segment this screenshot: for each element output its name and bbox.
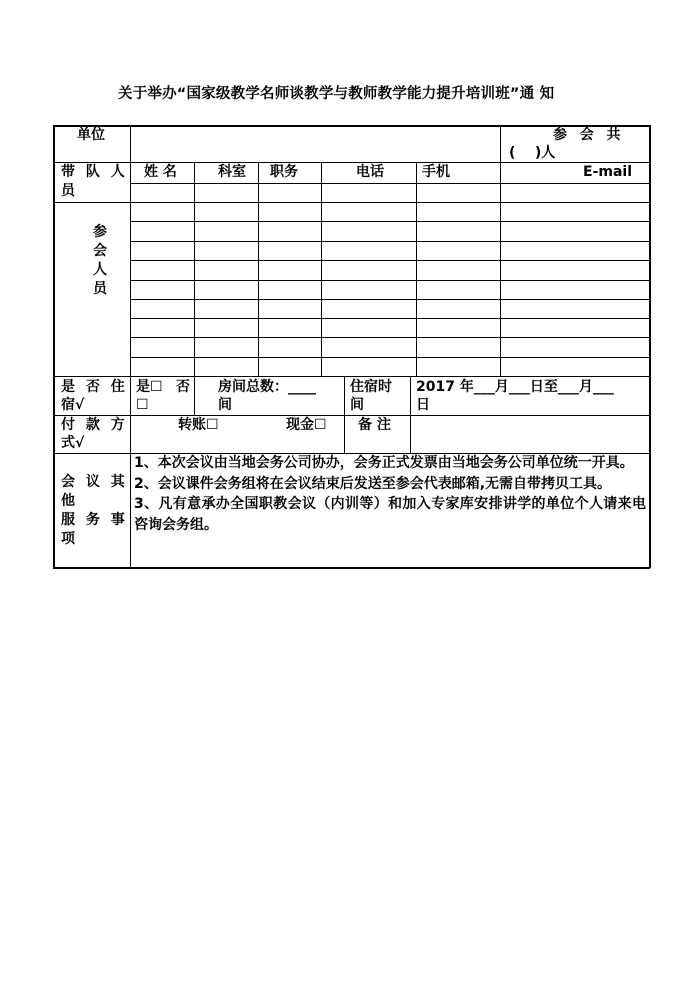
- lodging-label-cont: 宿√: [61, 397, 85, 413]
- column-divider: [321, 162, 322, 377]
- row-divider: [53, 376, 650, 377]
- payment-label: 付 款 方: [61, 417, 128, 433]
- service-note: 3、凡有意承办全国职教会议（内训等）和加入专家库安排讲学的单位个人请来电咨询会务组。: [134, 496, 646, 533]
- room-count-unit: 间: [218, 397, 232, 413]
- leader-label-cont: 员: [61, 183, 75, 199]
- row-divider: [130, 318, 650, 319]
- column-header-mobile: 手机: [422, 164, 450, 180]
- stay-time-field[interactable]: 2017 年___月___日至___月___: [416, 379, 614, 395]
- service-note: 2、会议课件会务组将在会议结束后发送至参会代表邮箱,无需自带拷贝工具。: [134, 475, 612, 492]
- column-header-email: E-mail: [583, 164, 633, 180]
- lodging-no-label: 否: [176, 379, 190, 395]
- row-divider: [53, 202, 650, 203]
- payment-label-cont: 式√: [61, 435, 85, 451]
- stay-time-label-cont: 间: [350, 397, 364, 413]
- room-count-field[interactable]: 房间总数：____: [218, 379, 316, 395]
- participants-label-char: 会: [93, 243, 107, 259]
- lodging-no-checkbox[interactable]: ☐: [136, 397, 149, 413]
- page-title: 关于举办“国家级教学名师谈教学与教师教学能力提升培训班”通 知: [118, 86, 555, 102]
- row-divider: [130, 337, 650, 338]
- table-border-left: [53, 125, 55, 568]
- column-header-department: 科室: [218, 164, 246, 180]
- column-header-phone: 电话: [356, 164, 384, 180]
- row-divider: [130, 299, 650, 300]
- services-label-cont: 服 务 事: [61, 512, 128, 528]
- column-header-position: 职务: [270, 164, 298, 180]
- row-divider: [130, 280, 650, 281]
- stay-time-label: 住宿时: [350, 379, 392, 395]
- column-divider: [416, 162, 417, 377]
- unit-label: 单位: [77, 127, 105, 143]
- services-label: 会 议 其: [61, 474, 128, 490]
- column-divider: [344, 376, 345, 454]
- participants-label-char: 人: [93, 262, 107, 278]
- participants-label-char: 员: [93, 281, 107, 297]
- participants-label-char: 参: [93, 224, 107, 240]
- remarks-label: 备 注: [358, 417, 391, 433]
- column-divider: [500, 162, 501, 377]
- service-note: 1、本次会议由当地会务公司协办，会务正式发票由当地会务公司单位统一开具。: [134, 455, 634, 471]
- column-divider: [500, 125, 501, 163]
- lodging-yes-checkbox[interactable]: 是☐: [136, 379, 163, 395]
- row-divider: [130, 260, 650, 261]
- row-divider: [130, 183, 650, 184]
- column-divider: [130, 125, 131, 568]
- table-border-right: [649, 125, 651, 568]
- services-label-cont: 项: [61, 531, 75, 547]
- stay-time-field-cont: 日: [416, 397, 430, 413]
- table-border-bottom: [53, 567, 650, 569]
- payment-transfer-checkbox[interactable]: 转账☐: [178, 417, 219, 433]
- payment-cash-checkbox[interactable]: 现金☐: [286, 417, 327, 433]
- attendance-total-count: ( )人: [509, 145, 556, 161]
- column-divider: [258, 162, 259, 377]
- row-divider: [53, 415, 650, 416]
- row-divider: [53, 162, 650, 163]
- services-label-cont: 他: [61, 493, 75, 509]
- column-divider: [194, 162, 195, 416]
- lodging-label: 是 否 住: [61, 379, 128, 395]
- leader-label: 带 队 人: [61, 164, 128, 180]
- column-header-name: 姓 名: [144, 164, 177, 180]
- row-divider: [130, 357, 650, 358]
- row-divider: [130, 241, 650, 242]
- column-divider: [410, 376, 411, 454]
- row-divider: [130, 221, 650, 222]
- service-notes: [134, 453, 646, 535]
- attendance-total-label: 参 会 共: [553, 127, 622, 143]
